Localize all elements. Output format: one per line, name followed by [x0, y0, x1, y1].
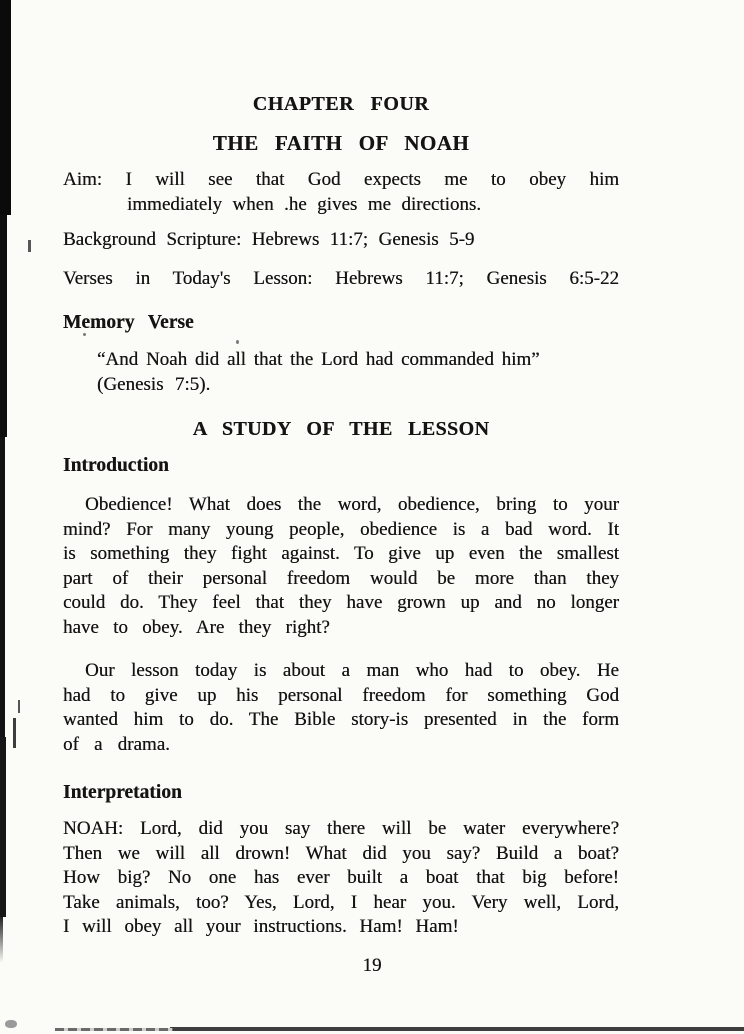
body-line: Then we will all drown! What did you say? Build a boat?: [63, 842, 619, 864]
introduction-heading: Introduction: [63, 455, 169, 476]
body-line: of a drama.: [63, 733, 170, 755]
bottom-rule: [170, 1027, 744, 1031]
body-line: Obedience! What does the word, obedience, bring to your: [85, 494, 619, 515]
body-line: NOAH: Lord, did you say there will be water everywhere?: [63, 818, 619, 839]
body-line: Take animals, too? Yes, Lord, I hear you. Very well, Lord,: [63, 891, 619, 913]
aim-line: Aim: I will see that God expects me to obey him: [63, 169, 619, 190]
aim-block: [63, 168, 619, 217]
body-line: mind? For many young people, obedience is a bad word. It: [63, 518, 619, 540]
interpretation-paragraph: [63, 817, 619, 940]
background-scripture: Background Scripture: Hebrews 11:7; Genesis 5-9: [63, 229, 475, 250]
body-line: had to give up his personal freedom for something God: [63, 684, 619, 706]
binding-shadow-segment: [0, 215, 7, 437]
body-line: part of their personal freedom would be more than they: [63, 567, 619, 589]
aim-line: immediately when .he gives me directions.: [127, 193, 482, 215]
page-number: 19: [362, 955, 382, 976]
memory-verse-block: [63, 348, 619, 397]
interpretation-heading: Interpretation: [63, 782, 182, 803]
body-line: have to obey. Are they right?: [63, 616, 330, 638]
introduction-paragraph-2: [63, 659, 619, 757]
body-line: Our lesson today is about a man who had to obey. He: [85, 660, 619, 681]
chapter-title: THE FAITH OF NOAH: [212, 131, 470, 155]
todays-lesson-verses: Verses in Today's Lesson: Hebrews 11:7; Genesis 6:5-22: [63, 268, 619, 289]
scan-speck: [18, 700, 20, 713]
binding-shadow-segment: [0, 0, 11, 215]
body-line: could do. They feel that they have grown up and no longer: [63, 592, 619, 613]
memory-verse-line: (Genesis 7:5).: [97, 373, 211, 395]
binding-shadow-segment: [0, 437, 5, 737]
bottom-rule-dashed-segment: [55, 1028, 173, 1031]
memory-verse-line: “And Noah did all that the Lord had commanded him”: [97, 349, 540, 370]
body-line: How big? No one has ever built a boat that big before!: [63, 867, 619, 888]
study-section-heading: A STUDY OF THE LESSON: [192, 418, 490, 440]
body-line: wanted him to do. The Bible story-is presented in the form: [63, 709, 619, 730]
page-content: [63, 0, 619, 1034]
introduction-paragraph-1: [63, 493, 619, 640]
scan-speck: [5, 1020, 17, 1028]
scan-speck: [28, 240, 31, 252]
body-line: is something they fight against. To give up even the smallest: [63, 543, 619, 564]
binding-shadow-segment: [0, 737, 6, 917]
scan-speck: [13, 718, 16, 748]
memory-verse-heading: Memory Verse: [63, 312, 194, 333]
body-line: I will obey all your instructions. Ham! Ham!: [63, 916, 459, 937]
chapter-heading: CHAPTER FOUR: [252, 93, 430, 115]
